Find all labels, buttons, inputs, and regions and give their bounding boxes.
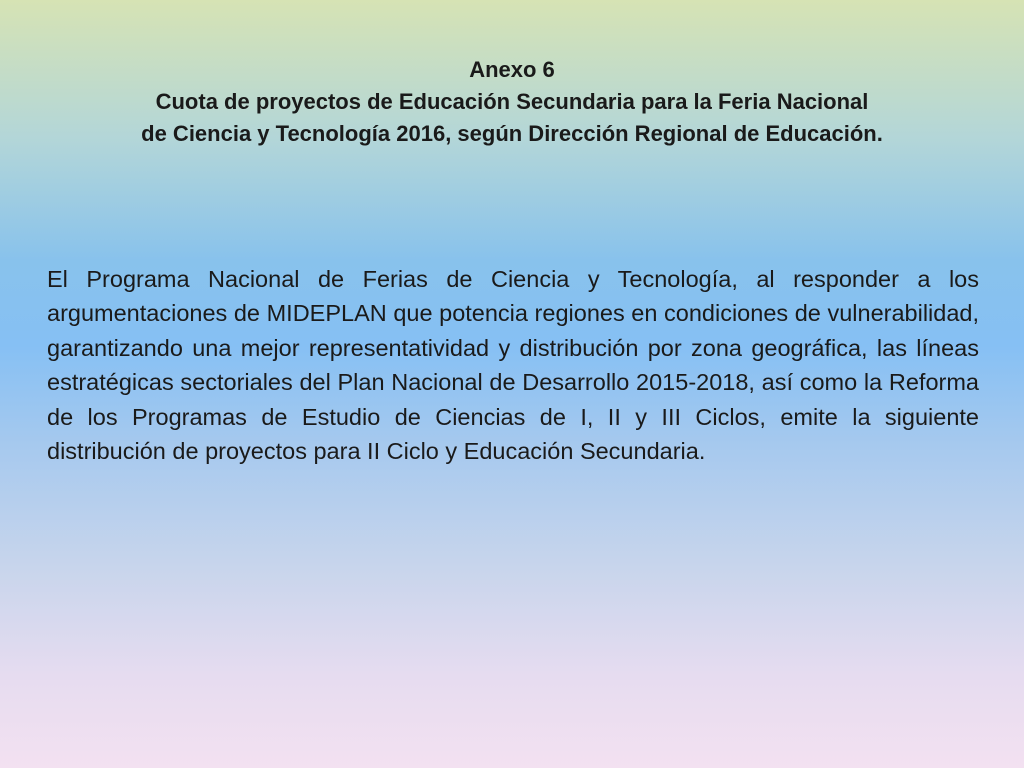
title-line-2: Cuota de proyectos de Educación Secundaria para la Feria Nacional (155, 89, 869, 114)
body-paragraph: El Programa Nacional de Ferias de Ciencia y Tecnología, al responder a los argumentaciones de MIDEPLAN que potencia regiones en condiciones de vulnerabilidad, garantizando una mejor representatividad y distribución por zona geográfica, las líneas estratégicas sectoriales del Plan Nacional de Desarrollo 2015-2018, así como la Reforma de los Programas de Estudio de Ciencias de I, II y III Ciclos, emite la siguiente distribución de proyectos para II Ciclo y Educación Secundaria. (47, 265, 979, 464)
slide-title (60, 54, 964, 150)
title-line-3: de Ciencia y Tecnología 2016, según Dirección Regional de Educación. (141, 121, 883, 146)
title-annex-label: Anexo 6 (469, 57, 555, 82)
